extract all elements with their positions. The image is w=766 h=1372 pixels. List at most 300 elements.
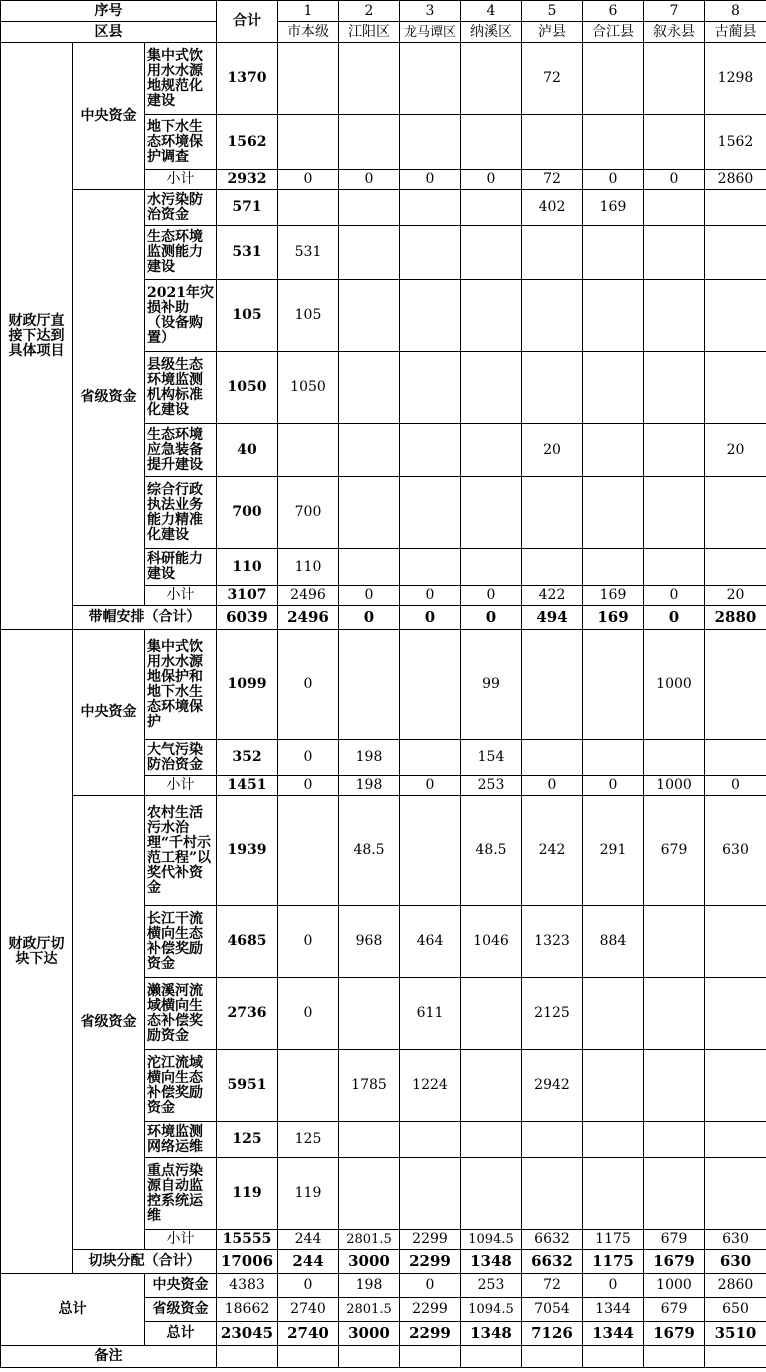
col-name-3: 龙马谭区 bbox=[400, 22, 461, 43]
remark-value bbox=[217, 1346, 278, 1368]
value-cell: 0 bbox=[583, 776, 644, 796]
value-cell bbox=[339, 630, 400, 740]
value-cell: 3510 bbox=[705, 1322, 766, 1346]
value-cell: 99 bbox=[461, 630, 522, 740]
row-total: 125 bbox=[217, 1122, 278, 1158]
value-cell: 402 bbox=[522, 190, 583, 226]
subtotal-total: 3107 bbox=[217, 586, 278, 606]
project-name: 科研能力建设 bbox=[145, 549, 217, 586]
value-cell: 72 bbox=[522, 43, 583, 115]
fund-row bbox=[1, 43, 766, 115]
value-cell: 2740 bbox=[278, 1298, 339, 1322]
value-cell: 531 bbox=[278, 226, 339, 280]
value-cell bbox=[339, 549, 400, 586]
value-cell bbox=[400, 1122, 461, 1158]
value-cell: 2125 bbox=[522, 978, 583, 1050]
value-cell bbox=[644, 1158, 705, 1230]
value-cell: 20 bbox=[705, 586, 766, 606]
value-cell bbox=[400, 226, 461, 280]
value-cell bbox=[522, 226, 583, 280]
value-cell bbox=[583, 1158, 644, 1230]
value-cell: 48.5 bbox=[461, 796, 522, 906]
value-cell bbox=[400, 352, 461, 424]
value-cell: 1344 bbox=[583, 1322, 644, 1346]
project-name: 县级生态环境监测机构标准化建设 bbox=[145, 352, 217, 424]
value-cell: 2860 bbox=[705, 170, 766, 190]
row-total: 1939 bbox=[217, 796, 278, 906]
value-cell bbox=[644, 115, 705, 170]
value-cell: 20 bbox=[522, 424, 583, 477]
value-cell bbox=[705, 352, 766, 424]
value-cell: 253 bbox=[461, 776, 522, 796]
value-cell: 1562 bbox=[705, 115, 766, 170]
value-cell bbox=[522, 477, 583, 549]
value-cell: 1000 bbox=[644, 776, 705, 796]
value-cell: 1344 bbox=[583, 1298, 644, 1322]
value-cell bbox=[705, 1158, 766, 1230]
value-cell bbox=[583, 477, 644, 549]
value-cell: 7126 bbox=[522, 1322, 583, 1346]
value-cell bbox=[522, 630, 583, 740]
value-cell: 1323 bbox=[522, 906, 583, 978]
value-cell: 0 bbox=[278, 630, 339, 740]
project-name: 农村生活污水治理“千村示范工程”以奖代补资金 bbox=[145, 796, 217, 906]
value-cell: 7054 bbox=[522, 1298, 583, 1322]
value-cell bbox=[400, 190, 461, 226]
value-cell: 1224 bbox=[400, 1050, 461, 1122]
project-name: 沱江流域横向生态补偿奖励资金 bbox=[145, 1050, 217, 1122]
value-cell: 0 bbox=[461, 606, 522, 630]
value-cell: 6632 bbox=[522, 1230, 583, 1250]
remark-row bbox=[1, 1346, 766, 1368]
value-cell: 72 bbox=[522, 170, 583, 190]
value-cell: 1348 bbox=[461, 1322, 522, 1346]
value-cell: 679 bbox=[644, 1230, 705, 1250]
grand-row-name: 总计 bbox=[145, 1322, 217, 1346]
value-cell: 0 bbox=[278, 906, 339, 978]
project-name: 环境监测网络运维 bbox=[145, 1122, 217, 1158]
row-total: 571 bbox=[217, 190, 278, 226]
value-cell: 244 bbox=[278, 1250, 339, 1274]
value-cell bbox=[400, 740, 461, 776]
value-cell: 2740 bbox=[278, 1322, 339, 1346]
value-cell bbox=[461, 978, 522, 1050]
project-name: 大气污染防治资金 bbox=[145, 740, 217, 776]
value-cell: 125 bbox=[278, 1122, 339, 1158]
value-cell bbox=[583, 549, 644, 586]
project-name: 生态环境监测能力建设 bbox=[145, 226, 217, 280]
value-cell: 1785 bbox=[339, 1050, 400, 1122]
value-cell bbox=[400, 424, 461, 477]
project-name: 重点污染源自动监控系统运维 bbox=[145, 1158, 217, 1230]
value-cell: 105 bbox=[278, 280, 339, 352]
value-cell bbox=[583, 1122, 644, 1158]
value-cell bbox=[339, 190, 400, 226]
value-cell: 0 bbox=[339, 586, 400, 606]
value-cell bbox=[461, 549, 522, 586]
remark-empty-cell bbox=[705, 1346, 766, 1368]
value-cell bbox=[400, 280, 461, 352]
value-cell: 884 bbox=[583, 906, 644, 978]
grand-row-total: 4383 bbox=[217, 1274, 278, 1298]
value-cell: 169 bbox=[583, 586, 644, 606]
value-cell bbox=[583, 43, 644, 115]
value-cell bbox=[644, 280, 705, 352]
grand-row-name: 省级资金 bbox=[145, 1298, 217, 1322]
header-row-1 bbox=[1, 1, 766, 22]
value-cell: 169 bbox=[583, 190, 644, 226]
col-num-7: 7 bbox=[644, 1, 705, 22]
value-cell: 244 bbox=[278, 1230, 339, 1250]
value-cell: 2299 bbox=[400, 1250, 461, 1274]
value-cell: 3000 bbox=[339, 1322, 400, 1346]
value-cell bbox=[339, 477, 400, 549]
value-cell: 0 bbox=[461, 170, 522, 190]
grand-row-total: 23045 bbox=[217, 1322, 278, 1346]
value-cell bbox=[705, 978, 766, 1050]
sum-row bbox=[1, 1250, 766, 1274]
value-cell bbox=[583, 226, 644, 280]
value-cell bbox=[461, 280, 522, 352]
col-name-2: 江阳区 bbox=[339, 22, 400, 43]
value-cell: 0 bbox=[644, 586, 705, 606]
value-cell: 650 bbox=[705, 1298, 766, 1322]
value-cell bbox=[705, 630, 766, 740]
value-cell: 2496 bbox=[278, 606, 339, 630]
col-num-5: 5 bbox=[522, 1, 583, 22]
value-cell: 1000 bbox=[644, 630, 705, 740]
value-cell: 1094.5 bbox=[461, 1230, 522, 1250]
col-num-2: 2 bbox=[339, 1, 400, 22]
value-cell: 0 bbox=[400, 1274, 461, 1298]
value-cell bbox=[705, 477, 766, 549]
value-cell bbox=[522, 549, 583, 586]
value-cell: 2860 bbox=[705, 1274, 766, 1298]
value-cell bbox=[461, 352, 522, 424]
value-cell: 0 bbox=[583, 1274, 644, 1298]
value-cell bbox=[644, 549, 705, 586]
value-cell: 2299 bbox=[400, 1322, 461, 1346]
col-name-6: 合江县 bbox=[583, 22, 644, 43]
row-total: 40 bbox=[217, 424, 278, 477]
grand-row-total: 18662 bbox=[217, 1298, 278, 1322]
row-total: 1050 bbox=[217, 352, 278, 424]
project-name: 综合行政执法业务能力精准化建设 bbox=[145, 477, 217, 549]
col-name-1: 市本级 bbox=[278, 22, 339, 43]
section-label: 财政厅直接下达到具体项目 bbox=[1, 43, 73, 630]
value-cell bbox=[705, 190, 766, 226]
row-total: 119 bbox=[217, 1158, 278, 1230]
value-cell: 2801.5 bbox=[339, 1298, 400, 1322]
value-cell: 0 bbox=[400, 606, 461, 630]
remark-empty-cell bbox=[339, 1346, 400, 1368]
value-cell bbox=[644, 352, 705, 424]
value-cell bbox=[461, 424, 522, 477]
row-total: 105 bbox=[217, 280, 278, 352]
sum-label: 带帽安排（合计） bbox=[73, 606, 217, 630]
value-cell bbox=[522, 1122, 583, 1158]
total-header: 合计 bbox=[217, 1, 278, 43]
value-cell bbox=[644, 1050, 705, 1122]
value-cell: 6632 bbox=[522, 1250, 583, 1274]
project-name: 长江干流横向生态补偿奖励资金 bbox=[145, 906, 217, 978]
fund-row bbox=[1, 796, 766, 906]
value-cell: 1348 bbox=[461, 1250, 522, 1274]
value-cell: 422 bbox=[522, 586, 583, 606]
value-cell bbox=[522, 280, 583, 352]
col-num-4: 4 bbox=[461, 1, 522, 22]
row-total: 1099 bbox=[217, 630, 278, 740]
value-cell bbox=[278, 43, 339, 115]
value-cell: 0 bbox=[400, 776, 461, 796]
sum-total: 17006 bbox=[217, 1250, 278, 1274]
value-cell: 0 bbox=[522, 776, 583, 796]
value-cell bbox=[583, 740, 644, 776]
value-cell: 0 bbox=[644, 170, 705, 190]
value-cell bbox=[644, 978, 705, 1050]
value-cell: 0 bbox=[278, 776, 339, 796]
row-total: 5951 bbox=[217, 1050, 278, 1122]
value-cell bbox=[583, 978, 644, 1050]
value-cell bbox=[522, 115, 583, 170]
value-cell bbox=[400, 43, 461, 115]
subtotal-total: 15555 bbox=[217, 1230, 278, 1250]
value-cell bbox=[522, 1158, 583, 1230]
value-cell bbox=[339, 352, 400, 424]
value-cell: 1298 bbox=[705, 43, 766, 115]
value-cell bbox=[583, 352, 644, 424]
value-cell: 494 bbox=[522, 606, 583, 630]
value-cell: 72 bbox=[522, 1274, 583, 1298]
project-name: 濑溪河流域横向生态补偿奖励资金 bbox=[145, 978, 217, 1050]
seq-header: 序号 bbox=[1, 1, 217, 22]
col-num-8: 8 bbox=[705, 1, 766, 22]
value-cell: 0 bbox=[461, 586, 522, 606]
fund-type-label: 中央资金 bbox=[73, 630, 145, 796]
row-total: 4685 bbox=[217, 906, 278, 978]
project-name: 集中式饮用水水源地规范化建设 bbox=[145, 43, 217, 115]
value-cell: 0 bbox=[400, 170, 461, 190]
col-name-8: 古蔺县 bbox=[705, 22, 766, 43]
fund-type-label: 中央资金 bbox=[73, 43, 145, 190]
col-num-3: 3 bbox=[400, 1, 461, 22]
col-num-6: 6 bbox=[583, 1, 644, 22]
value-cell: 1175 bbox=[583, 1230, 644, 1250]
value-cell bbox=[705, 1122, 766, 1158]
col-num-1: 1 bbox=[278, 1, 339, 22]
row-total: 1562 bbox=[217, 115, 278, 170]
remark-empty-cell bbox=[400, 1346, 461, 1368]
table-body bbox=[1, 1, 766, 1368]
remark-empty-cell bbox=[583, 1346, 644, 1368]
value-cell bbox=[278, 424, 339, 477]
value-cell: 0 bbox=[278, 978, 339, 1050]
project-name: 地下水生态环境保护调查 bbox=[145, 115, 217, 170]
value-cell bbox=[705, 1050, 766, 1122]
value-cell bbox=[705, 226, 766, 280]
value-cell bbox=[400, 796, 461, 906]
value-cell: 0 bbox=[400, 586, 461, 606]
value-cell bbox=[583, 280, 644, 352]
row-total: 1370 bbox=[217, 43, 278, 115]
value-cell: 611 bbox=[400, 978, 461, 1050]
value-cell: 291 bbox=[583, 796, 644, 906]
value-cell bbox=[339, 43, 400, 115]
value-cell: 119 bbox=[278, 1158, 339, 1230]
value-cell bbox=[644, 190, 705, 226]
remark-empty-cell bbox=[278, 1346, 339, 1368]
value-cell: 1679 bbox=[644, 1322, 705, 1346]
value-cell: 2942 bbox=[522, 1050, 583, 1122]
col-name-4: 纳溪区 bbox=[461, 22, 522, 43]
value-cell: 0 bbox=[339, 606, 400, 630]
grand-row bbox=[1, 1274, 766, 1298]
value-cell: 154 bbox=[461, 740, 522, 776]
value-cell: 0 bbox=[644, 606, 705, 630]
value-cell bbox=[461, 477, 522, 549]
value-cell bbox=[522, 352, 583, 424]
value-cell bbox=[400, 549, 461, 586]
sum-label: 切块分配（合计） bbox=[73, 1250, 217, 1274]
value-cell: 630 bbox=[705, 796, 766, 906]
value-cell: 1000 bbox=[644, 1274, 705, 1298]
value-cell: 1175 bbox=[583, 1250, 644, 1274]
value-cell: 2299 bbox=[400, 1298, 461, 1322]
value-cell bbox=[461, 226, 522, 280]
value-cell bbox=[644, 740, 705, 776]
row-total: 531 bbox=[217, 226, 278, 280]
value-cell bbox=[461, 1158, 522, 1230]
value-cell bbox=[705, 740, 766, 776]
sum-total: 6039 bbox=[217, 606, 278, 630]
value-cell: 20 bbox=[705, 424, 766, 477]
value-cell: 0 bbox=[705, 776, 766, 796]
value-cell bbox=[400, 630, 461, 740]
grand-label: 总计 bbox=[1, 1274, 145, 1346]
remark-empty-cell bbox=[644, 1346, 705, 1368]
subtotal-total: 1451 bbox=[217, 776, 278, 796]
value-cell: 0 bbox=[583, 170, 644, 190]
value-cell bbox=[644, 906, 705, 978]
value-cell: 1094.5 bbox=[461, 1298, 522, 1322]
value-cell: 1679 bbox=[644, 1250, 705, 1274]
header-row-2 bbox=[1, 22, 766, 43]
value-cell: 679 bbox=[644, 1298, 705, 1322]
value-cell: 630 bbox=[705, 1250, 766, 1274]
value-cell bbox=[461, 43, 522, 115]
subtotal-total: 2932 bbox=[217, 170, 278, 190]
fund-row bbox=[1, 190, 766, 226]
value-cell: 169 bbox=[583, 606, 644, 630]
value-cell: 700 bbox=[278, 477, 339, 549]
value-cell: 0 bbox=[278, 1274, 339, 1298]
fund-type-label: 省级资金 bbox=[73, 190, 145, 606]
value-cell bbox=[583, 424, 644, 477]
value-cell bbox=[644, 477, 705, 549]
value-cell bbox=[461, 1122, 522, 1158]
value-cell bbox=[705, 906, 766, 978]
value-cell: 2880 bbox=[705, 606, 766, 630]
value-cell: 198 bbox=[339, 776, 400, 796]
remark-empty-cell bbox=[522, 1346, 583, 1368]
value-cell: 968 bbox=[339, 906, 400, 978]
subtotal-label: 小计 bbox=[145, 776, 217, 796]
value-cell bbox=[278, 115, 339, 170]
value-cell bbox=[339, 280, 400, 352]
value-cell bbox=[583, 1050, 644, 1122]
value-cell bbox=[461, 115, 522, 170]
remark-label: 备注 bbox=[1, 1346, 217, 1368]
project-name: 集中式饮用水水源地保护和地下水生态环境保护 bbox=[145, 630, 217, 740]
value-cell bbox=[278, 190, 339, 226]
value-cell bbox=[583, 115, 644, 170]
value-cell bbox=[705, 549, 766, 586]
value-cell: 2496 bbox=[278, 586, 339, 606]
value-cell bbox=[400, 477, 461, 549]
fund-type-label: 省级资金 bbox=[73, 796, 145, 1250]
value-cell bbox=[705, 280, 766, 352]
value-cell bbox=[583, 630, 644, 740]
section-label: 财政厅切块下达 bbox=[1, 630, 73, 1274]
subtotal-label: 小计 bbox=[145, 170, 217, 190]
value-cell bbox=[644, 43, 705, 115]
value-cell bbox=[339, 115, 400, 170]
value-cell bbox=[339, 978, 400, 1050]
fund-row bbox=[1, 630, 766, 740]
row-total: 352 bbox=[217, 740, 278, 776]
value-cell bbox=[644, 1122, 705, 1158]
value-cell: 198 bbox=[339, 740, 400, 776]
value-cell: 1046 bbox=[461, 906, 522, 978]
value-cell: 630 bbox=[705, 1230, 766, 1250]
row-total: 2736 bbox=[217, 978, 278, 1050]
col-name-5: 泸县 bbox=[522, 22, 583, 43]
value-cell: 1050 bbox=[278, 352, 339, 424]
value-cell: 110 bbox=[278, 549, 339, 586]
value-cell: 0 bbox=[278, 740, 339, 776]
value-cell bbox=[339, 1158, 400, 1230]
project-name: 生态环境应急装备提升建设 bbox=[145, 424, 217, 477]
value-cell bbox=[400, 115, 461, 170]
value-cell bbox=[339, 226, 400, 280]
col-name-7: 叙永县 bbox=[644, 22, 705, 43]
district-header: 区县 bbox=[1, 22, 217, 43]
grand-row-name: 中央资金 bbox=[145, 1274, 217, 1298]
value-cell: 253 bbox=[461, 1274, 522, 1298]
row-total: 110 bbox=[217, 549, 278, 586]
value-cell: 679 bbox=[644, 796, 705, 906]
value-cell: 2299 bbox=[400, 1230, 461, 1250]
value-cell bbox=[278, 1050, 339, 1122]
value-cell: 2801.5 bbox=[339, 1230, 400, 1250]
value-cell bbox=[461, 1050, 522, 1122]
value-cell bbox=[278, 796, 339, 906]
value-cell: 0 bbox=[339, 170, 400, 190]
value-cell bbox=[339, 1122, 400, 1158]
value-cell: 48.5 bbox=[339, 796, 400, 906]
remark-empty-cell bbox=[461, 1346, 522, 1368]
subtotal-label: 小计 bbox=[145, 586, 217, 606]
value-cell bbox=[644, 424, 705, 477]
value-cell bbox=[461, 190, 522, 226]
value-cell bbox=[522, 740, 583, 776]
value-cell: 464 bbox=[400, 906, 461, 978]
row-total: 700 bbox=[217, 477, 278, 549]
value-cell: 3000 bbox=[339, 1250, 400, 1274]
value-cell bbox=[339, 424, 400, 477]
value-cell: 198 bbox=[339, 1274, 400, 1298]
project-name: 水污染防治资金 bbox=[145, 190, 217, 226]
